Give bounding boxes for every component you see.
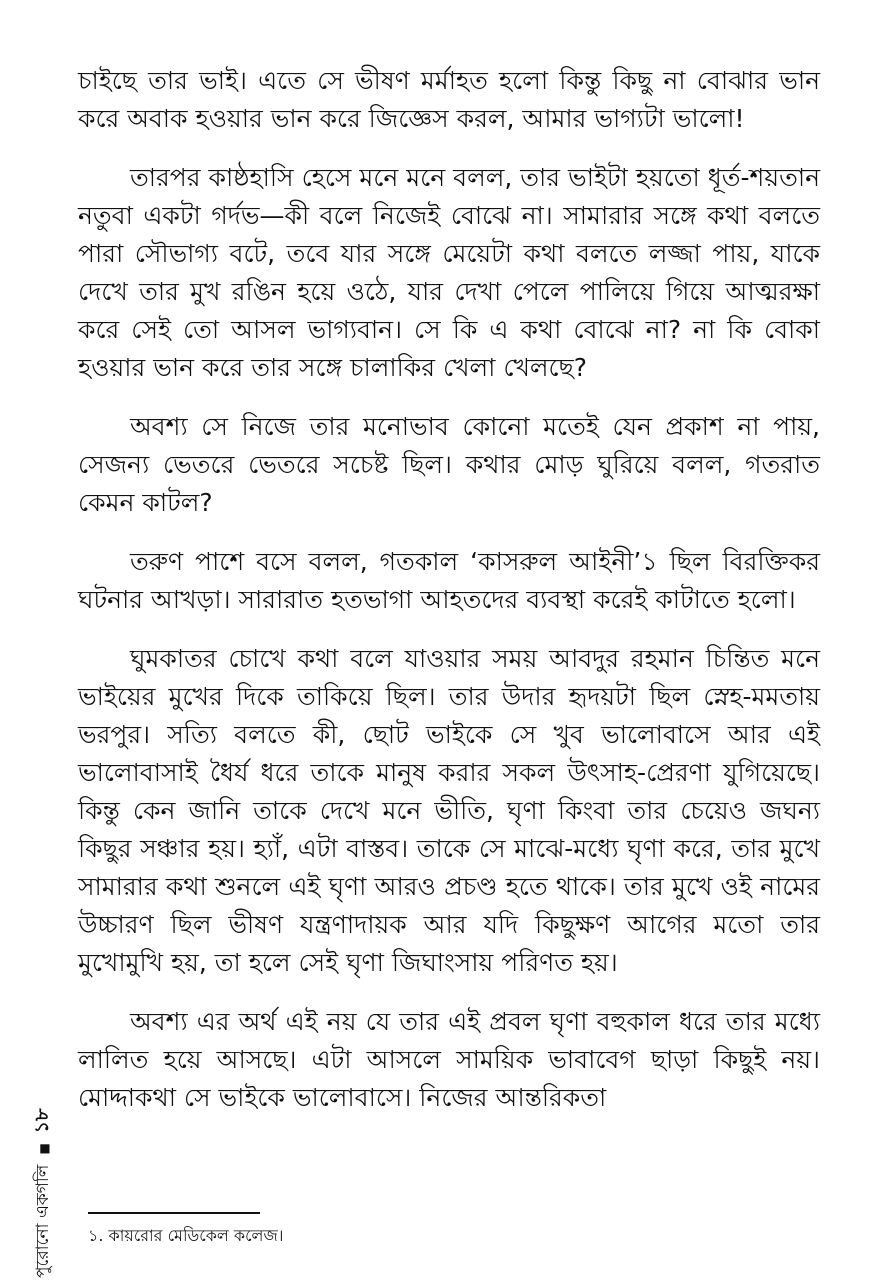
page-number: ১৮ (31, 1108, 53, 1134)
page-body (78, 62, 820, 1138)
book-title: পুরোনো একগলি (33, 1164, 53, 1278)
separator-square: ■ (37, 1143, 51, 1155)
paragraph-2: তারপর কাষ্ঠহাসি হেসে মনে মনে বলল, তার ভাইটা হয়তো ধূর্ত-শয়তান নতুবা একটা গর্দভ—কী বলে নিজেই বোঝে না। সামারার সঙ্গে কথা বলতে পারা সৌভাগ্য বটে, তবে যার সঙ্গে মেয়েটা কথা বলতে লজ্জা পায়, যাকে দেখে তার মুখ রঙিন হয়ে ওঠে, যার দেখা পেলে পালিয়ে গিয়ে আত্মরক্ষা করে সেই তো আসল ভাগ্যবান। সে কি এ কথা বোঝে না? না কি বোকা হওয়ার ভান করে তার সঙ্গে চালাকির খেলা খেলছে? (78, 163, 820, 382)
margin-running-header (24, 1048, 64, 1278)
footnote-divider (88, 1212, 260, 1214)
paragraph-4: তরুণ পাশে বসে বলল, গতকাল ‘কাসরুল আইনী’১ ছিল বিরক্তিকর ঘটনার আখড়া। সারারাত হতভাগা আহতদের ব্যবস্থা করেই কাটাতে হলো। (78, 547, 820, 614)
paragraph-6: অবশ্য এর অর্থ এই নয় যে তার এই প্রবল ঘৃণা বহুকাল ধরে তার মধ্যে লালিত হয়ে আসছে। এটা আসলে সাময়িক ভাবাবেগ ছাড়া কিছুই নয়। মোদ্দাকথা সে ভাইকে ভালোবাসে। নিজের আন্তরিকতা (78, 1007, 820, 1112)
paragraph-5: ঘুমকাতর চোখে কথা বলে যাওয়ার সময় আবদুর রহমান চিন্তিত মনে ভাইয়ের মুখের দিকে তাকিয়ে ছিল। তার উদার হৃদয়টা ছিল স্নেহ-মমতায় ভরপুর। সত্যি বলতে কী, ছোট ভাইকে সে খুব ভালোবাসে আর এই ভালোবাসাই ধৈর্য ধরে তাকে মানুষ করার সকল উৎসাহ-প্রেরণা যুগিয়েছে। কিন্তু কেন জানি তাকে দেখে মনে ভীতি, ঘৃণা কিংবা তার চেয়েও জঘন্য কিছুর সঞ্চার হয়। হ্যাঁ, এটা বাস্তব। তাকে সে মাঝে-মধ্যে ঘৃণা করে, তার মুখে সামারার কথা শুনলে এই ঘৃণা আরও প্রচণ্ড হতে থাকে। তার মুখে ওই নামের উচ্চারণ ছিল ভীষণ যন্ত্রণাদায়ক আর যদি কিছুক্ষণ আগের মতো তার মুখোমুখি হয়, তা হলে সেই ঘৃণা জিঘাংসায় পরিণত হয়। (78, 644, 820, 977)
paragraph-1: চাইছে তার ভাই। এতে সে ভীষণ মর্মাহত হলো কিন্তু কিছু না বোঝার ভান করে অবাক হওয়ার ভান করে জিজ্ঞেস করল, আমার ভাগ্যটা ভালো! (78, 66, 820, 133)
footnote: ১. কায়রোর মেডিকেল কলেজ। (88, 1226, 284, 1245)
paragraph-3: অবশ্য সে নিজে তার মনোভাব কোনো মতেই যেন প্রকাশ না পায়, সেজন্য ভেতরে ভেতরে সচেষ্ট ছিল। কথার মোড় ঘুরিয়ে বলল, গতরাত কেমন কাটল? (78, 412, 820, 517)
